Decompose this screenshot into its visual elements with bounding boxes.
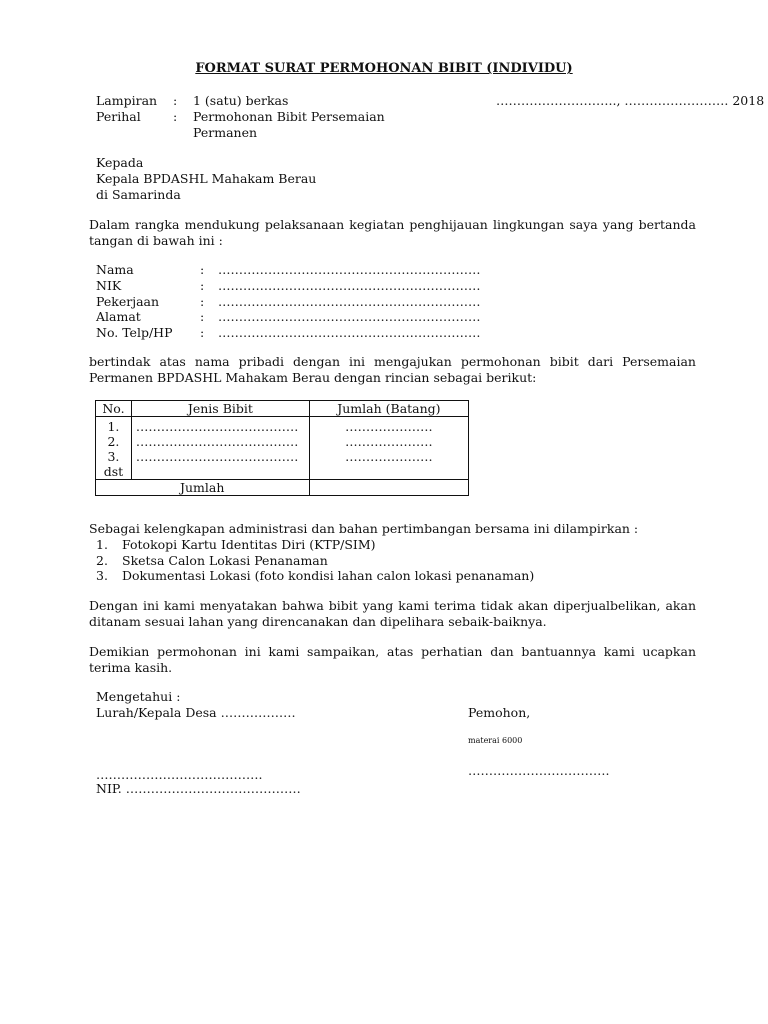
no-cell: [96, 417, 132, 480]
telp-label: No. Telp/HP: [96, 325, 173, 340]
attachment-number: 2.: [96, 553, 108, 568]
table-total-row: [96, 480, 469, 496]
attachment-number: 1.: [96, 537, 108, 552]
lampiran-value: 1 (satu) berkas: [193, 93, 289, 108]
materai-stamp-note: materai 6000: [468, 736, 523, 745]
declaration-paragraph: [89, 598, 696, 630]
row-number: 3.: [107, 449, 120, 464]
nik-colon: :: [200, 278, 205, 293]
total-value: [309, 480, 468, 496]
attachments-intro: Sebagai kelengkapan administrasi dan bahan pertimbangan bersama ini dilampirkan :: [89, 521, 639, 536]
nama-colon: :: [200, 262, 205, 277]
lampiran-colon: :: [173, 93, 178, 108]
header-jumlah-batang: Jumlah (Batang): [309, 401, 468, 417]
attachment-item: Dokumentasi Lokasi (foto kondisi lahan calon lokasi penanaman): [122, 568, 535, 583]
row-number: 2.: [107, 434, 120, 449]
perihal-value: Permohonan Bibit Persemaian: [193, 109, 385, 124]
recipient-location: di Samarinda: [96, 187, 181, 202]
nip-field: NIP. ……………………………………: [96, 781, 301, 796]
pemohon-label: Pemohon,: [468, 705, 531, 720]
recipient-title: Kepala BPDASHL Mahakam Berau: [96, 171, 317, 186]
document-title: FORMAT SURAT PERMOHONAN BIBIT (INDIVIDU): [195, 61, 573, 76]
pekerjaan-label: Pekerjaan: [96, 294, 160, 309]
closing-line-2: terima kasih.: [89, 660, 173, 675]
jenis-bibit-blank: …………………………………: [135, 434, 299, 449]
date-line: ……………………….., ……………………. 2018: [496, 93, 765, 108]
jenis-bibit-blank: [136, 464, 305, 479]
closing-line-1: Demikian permohonan ini kami sampaikan, atas perhatian dan bantuannya kami ucapkan: [89, 644, 696, 659]
alamat-label: Alamat: [96, 309, 141, 324]
declaration-line-2: ditanam sesuai lahan yang direncanakan dan dipelihara sebaik-baiknya.: [89, 614, 547, 629]
nama-label: Nama: [96, 262, 134, 277]
jenis-bibit-blank: …………………………………: [135, 449, 299, 464]
statement-paragraph: [89, 354, 696, 386]
row-number: 1.: [107, 419, 120, 434]
seedling-table: [95, 400, 469, 496]
intro-paragraph: [89, 217, 696, 249]
lampiran-label: Lampiran: [96, 93, 158, 108]
header-no: No.: [96, 401, 132, 417]
lurah-signature-line: ………………………………….: [96, 767, 263, 782]
intro-line-1: Dalam rangka mendukung pelaksanaan kegiatan penghijauan lingkungan saya yang bertanda: [89, 217, 696, 232]
jenis-cell: [131, 417, 309, 480]
perihal-colon: :: [173, 109, 178, 124]
lurah-label: Lurah/Kepala Desa ………………: [96, 705, 296, 720]
pekerjaan-field: ………………………………………………………: [218, 294, 481, 309]
header-jenis-bibit: Jenis Bibit: [131, 401, 309, 417]
pekerjaan-colon: :: [200, 294, 205, 309]
jumlah-blank: [314, 464, 464, 479]
perihal-label: Perihal: [96, 109, 141, 124]
perihal-value-continued: Permanen: [193, 125, 258, 140]
jumlah-blank: …………………: [345, 449, 433, 464]
declaration-line-1: Dengan ini kami menyatakan bahwa bibit yang kami terima tidak akan diperjualbelikan, akan: [89, 598, 696, 613]
total-label: Jumlah: [96, 480, 310, 496]
closing-paragraph: [89, 644, 696, 676]
alamat-colon: :: [200, 309, 205, 324]
jumlah-blank: …………………: [345, 434, 433, 449]
alamat-field: ………………………………………………………: [218, 309, 481, 324]
recipient-kepada: Kepada: [96, 155, 144, 170]
jumlah-cell: [309, 417, 468, 480]
nik-field: ………………………………………………………: [218, 278, 481, 293]
attachment-item: Sketsa Calon Lokasi Penanaman: [122, 553, 328, 568]
intro-line-2: tangan di bawah ini :: [89, 233, 223, 248]
pemohon-signature-line: …………………………….: [468, 763, 610, 778]
table-body-row: [96, 417, 469, 480]
jumlah-blank: …………………: [345, 419, 433, 434]
telp-field: ………………………………………………………: [218, 325, 481, 340]
attachment-number: 3.: [96, 568, 108, 583]
statement-line-1: bertindak atas nama pribadi dengan ini mengajukan permohonan bibit dari Persemaian: [89, 354, 696, 369]
nik-label: NIK: [96, 278, 122, 293]
nama-field: ………………………………………………………: [218, 262, 481, 277]
attachment-item: Fotokopi Kartu Identitas Diri (KTP/SIM): [122, 537, 376, 552]
table-header-row: [96, 401, 469, 417]
statement-line-2: Permanen BPDASHL Mahakam Berau dengan rincian sebagai berikut:: [89, 370, 537, 385]
jenis-bibit-blank: …………………………………: [135, 419, 299, 434]
telp-colon: :: [200, 325, 205, 340]
row-number: dst: [103, 464, 124, 479]
mengetahui-label: Mengetahui :: [96, 689, 181, 704]
